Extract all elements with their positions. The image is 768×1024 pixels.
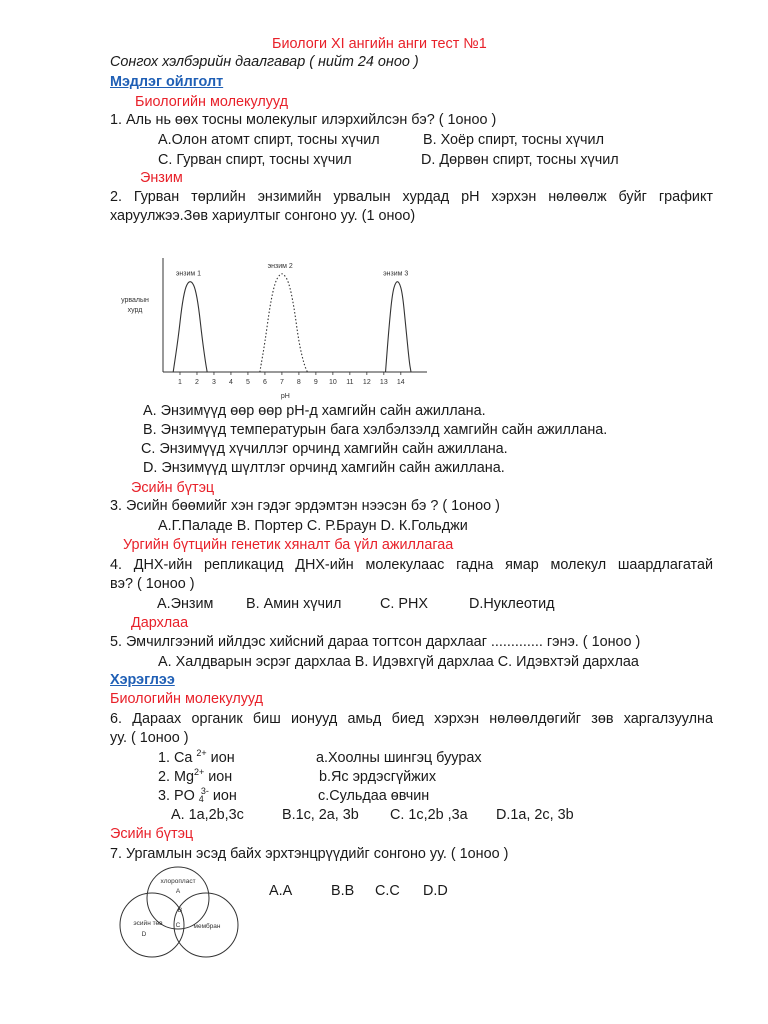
q7-option-a: A.A — [269, 883, 293, 899]
x-tick-label: 2 — [195, 379, 199, 386]
question-2-line-1: 2. Гурван төрлийн энзимийн урвалын хурдад рН хэрхэн нөлөөлж буйг графикт — [110, 189, 713, 205]
topic-heading: Биологийн молекулууд — [135, 94, 289, 110]
series-line — [173, 282, 207, 372]
q2-option-d: D. Энзимүүд шүлтлэг орчинд хамгийн сайн ажиллана. — [143, 460, 505, 476]
topic-heading: Эсийн бүтэц — [110, 826, 194, 842]
q7-option-d: D.D — [423, 883, 448, 899]
series-label: энзим 3 — [383, 270, 409, 278]
q6-option-a: A. 1a,2b,3c — [171, 807, 244, 823]
q6-match-c: c.Сульдаа өвчин — [318, 788, 430, 804]
q6-option-b: B.1c, 2a, 3b — [282, 807, 359, 823]
venn-label-centrosome: эсийн төв — [133, 920, 163, 927]
x-tick-label: 4 — [228, 379, 233, 386]
q2-option-a: A. Энзимүүд өөр өөр рН-д хамгийн сайн ажиллана. — [143, 403, 486, 419]
topic-heading: Эсийн бүтэц — [131, 480, 215, 496]
x-tick-label: 5 — [245, 379, 250, 386]
x-tick-label: 12 — [362, 379, 371, 386]
x-tick-label: 6 — [262, 379, 267, 386]
question-3: 3. Эсийн бөөмийг хэн гэдэг эрдэмтэн нээсэн бэ ? ( 1оноо ) — [110, 498, 500, 514]
section-heading-application: Хэрэглээ — [110, 672, 175, 688]
venn-region-a: A — [175, 888, 181, 895]
q4-option-b: B. Амин хүчил — [246, 596, 342, 612]
q4-option-c: C. РНХ — [380, 596, 428, 612]
y-axis-label: урвалын — [121, 297, 149, 304]
q4-option-a: А.Энзим — [157, 596, 214, 612]
question-5: 5. Эмчилгээний ийлдэс хийсний дараа тогтсон дархлааг ............. гэнэ. ( 1оноо ) — [110, 634, 641, 650]
q6-item-2: 2. $Mg^{2+}$ ион — [158, 767, 233, 785]
topic-heading: Биологийн молекулууд — [110, 691, 264, 707]
y-axis-label: хурд — [127, 307, 143, 314]
x-axis-label: pH — [280, 393, 290, 400]
x-tick-label: 7 — [279, 379, 284, 386]
series-label: энзим 2 — [267, 262, 293, 270]
series-line — [386, 282, 411, 372]
q7-option-c: C.C — [375, 883, 400, 899]
x-tick-label: 9 — [313, 379, 318, 386]
x-tick-label: 10 — [328, 379, 337, 386]
x-tick-label: 3 — [212, 379, 216, 386]
venn-region-c: C — [175, 922, 181, 929]
topic-heading: Энзим — [140, 170, 183, 186]
x-tick-label: 11 — [346, 379, 354, 386]
question-6-line-2: уу. ( 1оноо ) — [110, 730, 189, 746]
organelle-venn-diagram — [108, 866, 242, 958]
x-tick-label: 13 — [379, 379, 388, 386]
section-heading-knowledge: Мэдлэг ойлголт — [110, 74, 224, 90]
q1-option-d: D. Дөрвөн спирт, тосны хүчил — [421, 152, 619, 168]
q1-option-a: А.Олон атомт спирт, тосны хүчил — [158, 132, 380, 148]
x-tick-label: 1 — [178, 379, 182, 386]
q6-match-a: a.Хоолны шингэц буурах — [316, 750, 482, 766]
question-7: 7. Ургамлын эсэд байх эрхтэнцрүүдийг сонгоно уу. ( 1оноо ) — [110, 846, 509, 862]
venn-label-membrane: мембран — [193, 923, 221, 930]
venn-region-d: D — [141, 931, 147, 938]
question-6-line-1: 6. Дараах органик биш ионууд амьд биед хэрхэн нөлөөлдөгийг зөв харгалзуулна — [110, 711, 713, 727]
q6-match-b: b.Яс эрдэсгүйжих — [319, 769, 437, 785]
q6-item-3: 3. PO $_4^{3-}$ ион — [158, 786, 237, 804]
topic-heading: Дархлаа — [131, 615, 189, 631]
series-line — [260, 274, 308, 372]
q2-option-c: C. Энзимүүд хүчиллэг орчинд хамгийн сайн ажиллана. — [141, 441, 508, 457]
q7-option-b: B.B — [331, 883, 355, 899]
question-4-line-2: вэ? ( 1оноо ) — [110, 576, 195, 592]
venn-label-chloroplast: хлоропласт — [160, 878, 196, 885]
q4-option-d: D.Нуклеотид — [469, 596, 555, 612]
question-1: 1. Аль нь өөх тосны молекулыг илэрхийлсэн бэ? ( 1оноо ) — [110, 112, 497, 128]
series-label: энзим 1 — [175, 270, 202, 278]
q3-options: А.Г.Паладе B. Портер C. Р.Браун D. К.Гольджи — [158, 518, 468, 534]
x-tick-label: 8 — [296, 379, 301, 386]
q1-option-c: C. Гурван спирт, тосны хүчил — [158, 152, 352, 168]
q6-item-1: 1. Ca $^{2+}$ ион — [158, 748, 235, 766]
venn-region-b: B — [177, 907, 183, 914]
q1-option-b: B. Хоёр спирт, тосны хүчил — [423, 132, 604, 148]
q2-option-b: B. Энзимүүд температурын бага хэлбэлзэлд хамгийн сайн ажиллана. — [143, 422, 608, 438]
page-subtitle: Сонгох хэлбэрийн даалгавар ( нийт 24 оноо ) — [110, 54, 419, 70]
question-4-line-1: 4. ДНХ-ийн репликацид ДНХ-ийн молекулаас гадна ямар молекул шаардлагатай — [110, 557, 713, 573]
q5-options: А. Халдварын эсрэг дархлаа B. Идэвхгүй дархлаа C. Идэвхтэй дархлаа — [158, 654, 639, 670]
q6-option-c: C. 1c,2b ,3a — [390, 807, 468, 823]
topic-heading: Ургийн бүтцийн генетик хяналт ба үйл ажиллагаа — [123, 537, 454, 553]
enzyme-ph-chart — [115, 250, 435, 400]
question-2-line-2: харуулжээ.Зөв хариултыг сонгоно уу. (1 оноо) — [110, 208, 416, 224]
q6-option-d: D.1a, 2c, 3b — [496, 807, 574, 823]
x-tick-label: 14 — [396, 379, 405, 386]
page-title: Биологи XI ангийн анги тест №1 — [272, 36, 487, 52]
